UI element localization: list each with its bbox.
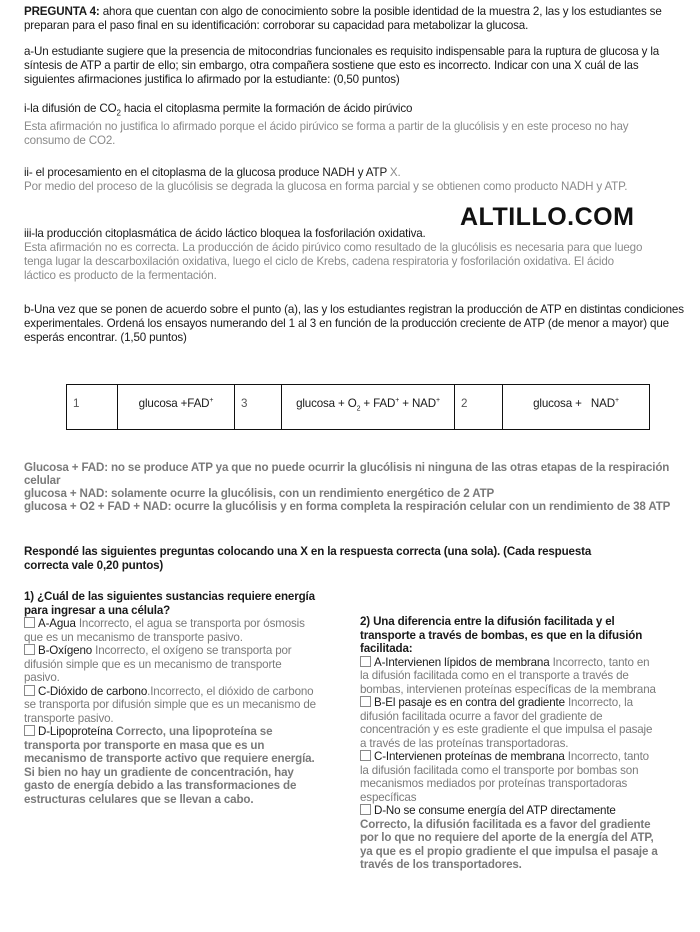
checkbox-icon[interactable]	[24, 685, 35, 696]
option-i[interactable]	[24, 102, 644, 148]
option-i-text: i-la difusión de CO	[24, 102, 117, 115]
instructions: Respondé las siguientes preguntas colocando una X en la respuesta correcta (una sola). (Cada respuesta correcta vale 0,20 puntos)	[24, 545, 592, 572]
option-iii-answer: Esta afirmación no es correcta. La producción de ácido pirúvico como resultado de la glucólisis es necesaria para que luego tenga lugar la descarboxilación oxidativa, luego el ciclo de Krebs, cadena respiratoria y fosforilación oxidativa. El ácido láctico es producto de la fermentación.	[24, 241, 643, 282]
intro-text: ahora que cuentan con algo de conocimiento sobre la posible identidad de la muestra 2, las y los estudiantes se preparan para el paso final en su identificación: corroborar su capacidad para metabolizar la glucosa.	[24, 5, 662, 32]
order-number[interactable]: 3	[235, 385, 282, 430]
checkbox-icon[interactable]	[360, 804, 371, 815]
checkbox-icon[interactable]	[360, 656, 371, 667]
q1-option-a[interactable]: A-Agua Incorrecto, el agua se transporta por ósmosis que es un mecanismo de transporte pasivo.	[24, 617, 305, 644]
option-iii-text: iii-la producción citoplasmática de ácido láctico bloquea la fosforilación oxidativa.	[24, 227, 426, 240]
order-table	[66, 384, 650, 430]
option-i-answer: Esta afirmación no justifica lo afirmado porque el ácido pirúvico se forma a partir de la glucólisis y en este proceso no hay consumo de CO2.	[24, 120, 629, 148]
q2-option-c[interactable]: C-Intervienen proteínas de membrana Incorrecto, tanto la difusión facilitada como el transporte por bombas son mecanismos mediados por proteínas transportadoras específicas	[360, 750, 649, 804]
q2-option-b[interactable]: B-El pasaje es en contra del gradiente Incorrecto, la difusión facilitada ocurre a favor del gradiente de concentración y es este gradiente el que impulsa el pasaje a través de las proteínas transportadoras.	[360, 696, 653, 750]
question-1-text: 1) ¿Cuál de las siguientes sustancias requiere energía para ingresar a una célula?	[24, 590, 315, 617]
question-2	[360, 615, 660, 872]
part-a-prompt: a-Un estudiante sugiere que la presencia de mitocondrias funcionales es requisito indispensable para la ruptura de glucosa y la síntesis de ATP a partir de ello; sin embargo, otra compañera sostiene que esto es incorrecto. Indicar con una X cuál de las siguientes afirmaciones justifica lo afirmado por la estudiante: (0,50 puntos)	[24, 45, 660, 86]
watermark-logo: ALTILLO.COM	[460, 203, 635, 231]
order-condition: glucosa +FAD+	[118, 385, 235, 430]
option-ii-text: ii- el procesamiento en el citoplasma de la glucosa produce NADH y ATP	[24, 166, 387, 179]
question-1	[24, 590, 316, 806]
order-number[interactable]: 1	[67, 385, 118, 430]
option-i-text-cont: hacia el citoplasma permite la formación de ácido pirúvico	[120, 102, 413, 115]
option-ii-mark: X.	[389, 166, 401, 179]
question-2-text: 2) Una diferencia entre la difusión facilitada y el transporte a través de bombas, es que en la difusión facilitada:	[360, 615, 643, 655]
option-ii[interactable]	[24, 166, 644, 194]
q1-option-b[interactable]: B-Oxígeno Incorrecto, el oxígeno se transporta por difusión simple que es un mecanismo de transporte pasivo.	[24, 644, 292, 684]
part-b-feedback	[24, 461, 674, 513]
question-4-intro	[24, 5, 694, 33]
feedback-line: glucosa + NAD: solamente ocurre la glucólisis, con un rendimiento energético de 2 ATP	[24, 487, 495, 500]
q1-option-c[interactable]: C-Dióxido de carbono.Incorrecto, el dióxido de carbono se transporta por difusión simple que es un mecanismo de transporte pasivo.	[24, 684, 316, 725]
option-iii[interactable]	[24, 227, 644, 283]
part-b-prompt: b-Una vez que se ponen de acuerdo sobre el punto (a), las y los estudiantes registran la producción de ATP en distintas condiciones experimentales. Ordená los ensayos numerando del 1 al 3 en función de la producción creciente de ATP (de menor a mayor) que esperás encontrar. (1,50 puntos)	[24, 303, 684, 344]
checkbox-icon[interactable]	[24, 725, 35, 736]
order-condition: $glucosa + O_2 + FAD^+ + NAD^+$	[282, 385, 455, 430]
order-number[interactable]: 2	[455, 385, 503, 430]
order-condition: glucosa + NAD+	[503, 385, 650, 430]
checkbox-icon[interactable]	[360, 696, 371, 707]
q2-option-a[interactable]: A-Intervienen lípidos de membrana Incorrecto, tanto en la difusión facilitada como en el transporte a través de bombas, intervienen proteínas específicas de la membrana	[360, 655, 656, 696]
checkbox-icon[interactable]	[24, 644, 35, 655]
option-ii-answer: Por medio del proceso de la glucólisis se degrada la glucosa en forma parcial y se obtienen como producto NADH y ATP.	[24, 180, 628, 193]
feedback-line: glucosa + O2 + FAD + NAD: ocurre la glucólisis y en forma completa la respiración celular con un rendimiento de 38 ATP	[24, 500, 671, 513]
checkbox-icon[interactable]	[24, 617, 35, 628]
checkbox-icon[interactable]	[360, 750, 371, 761]
subscript: 2	[116, 108, 121, 118]
feedback-line: Glucosa + FAD: no se produce ATP ya que no puede ocurrir la glucólisis ni ninguna de las otras etapas de la respiración celular	[24, 461, 670, 487]
q1-option-d[interactable]: D-Lipoproteína Correcto, una lipoproteína se transporta por transporte en masa que es un mecanismo de transporte activo que requiere energía. Si bien no hay un gradiente de concentración, hay gasto de energía debido a las transformaciones de estructuras celulares que se llevan a cabo.	[24, 725, 315, 806]
question-label: PREGUNTA 4:	[24, 5, 100, 18]
q2-option-d[interactable]: D-No se consume energía del ATP directamente Correcto, la difusión facilitada es a favor del gradiente por lo que no requiere del aporte de la energía del ATP, ya que es el propio gradiente el que impulsa el pasaje a través de los transportadores.	[360, 804, 658, 871]
